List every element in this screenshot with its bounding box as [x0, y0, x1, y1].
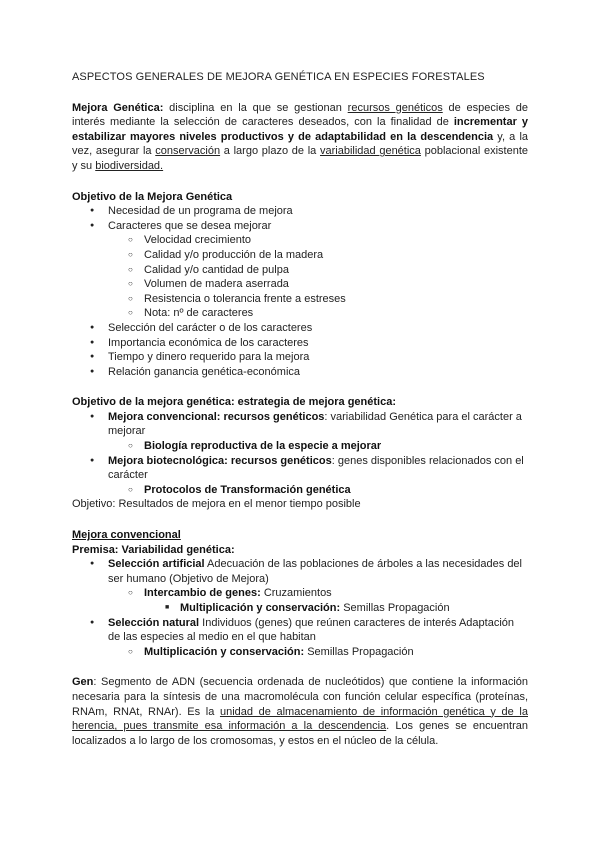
list-item: ● Caracteres que se desea mejorar	[72, 219, 528, 234]
objetivo-list-rest	[72, 321, 528, 379]
list-item: ○ Volumen de madera aserrada	[72, 277, 528, 292]
list-item	[72, 601, 528, 616]
list-item	[72, 483, 528, 498]
objetivo-label: Objetivo	[72, 498, 113, 511]
estrategia-heading-text: Objetivo de la mejora genética: estrategia de mejora genética:	[72, 396, 397, 409]
convencional-list-2	[72, 616, 528, 645]
estrategia-sublist-1	[72, 439, 528, 454]
mejora-convencional-label: Mejora convencional: recursos genéticos	[108, 410, 325, 423]
list-item: ● Relación ganancia genética-económica	[72, 365, 528, 380]
list-item	[72, 454, 528, 483]
list-item	[72, 439, 528, 454]
caracteres-sublist	[72, 233, 528, 321]
list-item: ○ Nota: nº de caracteres	[72, 306, 528, 321]
gen-text-1: : Segmento de ADN (secuencia ordenada de nucleótidos) que contiene la información necesaria para la síntesis de una macromolécula con función celular específica (proteínas, RNAm, RNAt, RNAr). Es la	[72, 676, 528, 718]
multiplicacion-label-1: Multiplicación y conservación:	[180, 602, 341, 614]
intro-text-2: de especies de interés mediante la selección de caracteres deseados, con la finalidad de	[72, 101, 528, 129]
list-item: ● Selección del carácter o de los caracteres	[72, 321, 528, 336]
list-item	[72, 410, 528, 439]
convencional-list	[72, 557, 528, 586]
estrategia-sublist-2	[72, 483, 528, 498]
convencional-section	[72, 528, 528, 659]
list-item	[72, 645, 528, 660]
list-item: ● Tiempo y dinero requerido para la mejora	[72, 350, 528, 365]
document-page	[72, 70, 528, 748]
intro-text-4: a largo plazo de la	[220, 145, 320, 158]
estrategia-section	[72, 395, 528, 512]
objetivo-heading	[72, 190, 528, 205]
multiplicacion-label-2: Multiplicación y conservación:	[144, 645, 305, 658]
multiplicacion-text-2: Semillas Propagación	[304, 645, 414, 658]
gen-term: Gen	[72, 676, 94, 689]
premisa-line	[72, 543, 528, 558]
mejora-convencional-text: : variabilidad Genética para el carácter a mejorar	[108, 410, 522, 438]
list-item	[72, 586, 528, 601]
estrategia-list-2	[72, 454, 528, 483]
convencional-heading	[72, 528, 528, 543]
list-item: ○ Velocidad crecimiento	[72, 233, 528, 248]
convencional-subsublist	[72, 601, 528, 616]
intercambio-genes-label: Intercambio de genes:	[144, 587, 261, 600]
intro-underline-3: variabilidad genética	[319, 145, 421, 158]
intro-text-1: disciplina en la que se gestionan	[163, 101, 348, 114]
mejora-biotecnologica-label: Mejora biotecnológica: recursos genéticos	[108, 454, 332, 467]
list-item	[72, 557, 528, 586]
list-item: ● Necesidad de un programa de mejora	[72, 204, 528, 219]
list-item	[72, 616, 528, 645]
estrategia-list	[72, 410, 528, 439]
gen-paragraph	[72, 675, 528, 748]
gen-underline: unidad de almacenamiento de información genética y de la herencia, pues transmite esa información a la descendencia	[72, 705, 528, 733]
mejora-biotecnologica-text: : genes disponibles relacionados con el carácter	[108, 454, 524, 482]
intro-text-5: poblacional existente y su	[72, 145, 529, 172]
intercambio-genes-text: Cruzamientos	[260, 587, 332, 600]
convencional-sublist-1	[72, 586, 528, 601]
list-item: ○ Calidad y/o cantidad de pulpa	[72, 263, 528, 278]
intro-text-3: y, a la vez, asegurar la	[72, 130, 529, 158]
objetivo-list	[72, 204, 528, 233]
seleccion-artificial-label: Selección artificial	[108, 558, 205, 571]
estrategia-heading	[72, 395, 528, 410]
intro-paragraph	[72, 101, 528, 174]
intro-bold-1: incrementar y estabilizar mayores niveles productivos y de adaptabilidad en la descendencia	[72, 116, 528, 143]
objetivo-heading-text: Objetivo de la Mejora Genética	[72, 190, 233, 203]
seleccion-artificial-text: Adecuación de las poblaciones de árboles a las necesidades del ser humano (Objetivo de Mejora)	[108, 558, 522, 585]
intro-term: Mejora Genética:	[72, 101, 164, 114]
list-item: ● Importancia económica de los caracteres	[72, 336, 528, 351]
gen-text-2: . Los genes se encuentran localizados a lo largo de los cromosomas, y estos en el núcleo de la célula.	[72, 720, 528, 747]
intro-underline-1: recursos genéticos	[347, 101, 443, 114]
document-title: ASPECTOS GENERALES DE MEJORA GENÉTICA EN ESPECIES FORESTALES	[72, 71, 485, 83]
intro-underline-2: conservación	[155, 145, 221, 158]
list-item: ○ Calidad y/o producción de la madera	[72, 248, 528, 263]
objetivo-section	[72, 190, 528, 380]
list-item: ○ Resistencia o tolerancia frente a estreses	[72, 292, 528, 307]
objetivo-line	[72, 497, 528, 512]
protocolos-transformacion: Protocolos de Transformación genética	[144, 483, 351, 496]
seleccion-natural-label: Selección natural	[108, 616, 200, 629]
premisa-text: Premisa: Variabilidad genética:	[72, 543, 235, 556]
intro-underline-4: biodiversidad.	[95, 159, 164, 172]
multiplicacion-text-1: Semillas Propagación	[340, 602, 450, 614]
convencional-heading-text: Mejora convencional	[72, 529, 181, 542]
convencional-sublist-2	[72, 645, 528, 660]
biologia-reproductiva: Biología reproductiva de la especie a mejorar	[144, 440, 382, 453]
objetivo-text: : Resultados de mejora en el menor tiempo posible	[112, 498, 361, 511]
seleccion-natural-text: Individuos (genes) que reúnen caracteres de interés Adaptación de las especies al medio en el que habitan	[108, 616, 515, 644]
